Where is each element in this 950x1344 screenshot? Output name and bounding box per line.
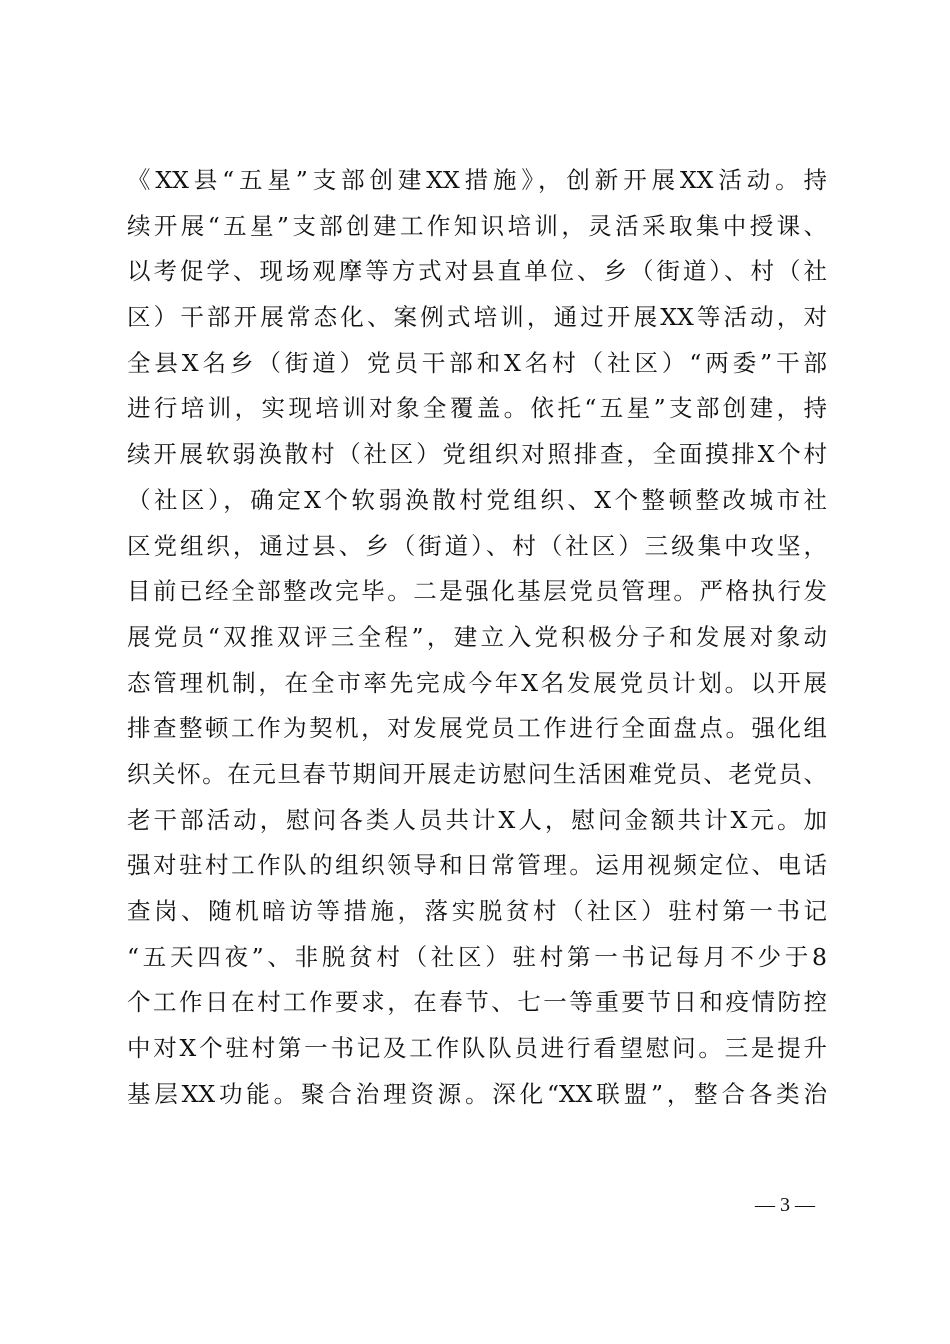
- text-line-2: 续开展“五星”支部创建工作知识培训，灵活采取集中授课、: [127, 211, 827, 240]
- text-line-12: 态管理机制，在全市率先完成今年X名发展党员计划。以开展: [127, 668, 827, 697]
- text-line-18: “五天四夜”、非脱贫村（社区）驻村第一书记每月不少于8: [127, 942, 827, 971]
- text-line-20: 中对X个驻村第一书记及工作队队员进行看望慰问。三是提升: [127, 1034, 827, 1063]
- text-line-10: 目前已经全部整改完毕。二是强化基层党员管理。严格执行发: [127, 577, 827, 606]
- text-line-17: 查岗、随机暗访等措施，落实脱贫村（社区）驻村第一书记: [127, 897, 827, 925]
- text-line-9: 区党组织，通过县、乡（街道）、村（社区）三级集中攻坚，: [127, 531, 827, 560]
- text-line-16: 强对驻村工作队的组织领导和日常管理。运用视频定位、电话: [127, 851, 827, 880]
- text-line-21: 基层XX功能。聚合治理资源。深化“XX联盟”，整合各类治: [127, 1079, 827, 1108]
- text-line-3: 以考促学、现场观摩等方式对县直单位、乡（街道）、村（社: [127, 257, 827, 286]
- text-line-4: 区）干部开展常态化、案例式培训，通过开展XX等活动，对: [127, 303, 827, 332]
- text-line-15: 老干部活动，慰问各类人员共计X人，慰问金额共计X元。加: [127, 805, 827, 834]
- body-paragraph: [127, 158, 827, 1117]
- text-line-13: 排查整顿工作为契机，对发展党员工作进行全面盘点。强化组: [127, 714, 827, 743]
- text-line-5: 全县X名乡（街道）党员干部和X名村（社区）“两委”干部: [127, 348, 827, 377]
- text-line-7: 续开展软弱涣散村（社区）党组织对照排查，全面摸排X个村: [127, 440, 827, 469]
- text-line-6: 进行培训，实现培训对象全覆盖。依托“五星”支部创建，持: [127, 394, 827, 423]
- text-line-14: 织关怀。在元旦春节期间开展走访慰问生活困难党员、老党员、: [127, 759, 827, 788]
- text-line-8: （社区），确定X个软弱涣散村党组织、X个整顿整改城市社: [127, 485, 827, 514]
- page-number: — 3 —: [755, 1194, 815, 1216]
- text-line-1: 《XX县“五星”支部创建XX措施》，创新开展XX活动。持: [127, 166, 827, 194]
- text-line-19: 个工作日在村工作要求，在春节、七一等重要节日和疫情防控: [127, 988, 827, 1017]
- text-line-11: 展党员“双推双评三全程”，建立入党积极分子和发展对象动: [127, 622, 827, 651]
